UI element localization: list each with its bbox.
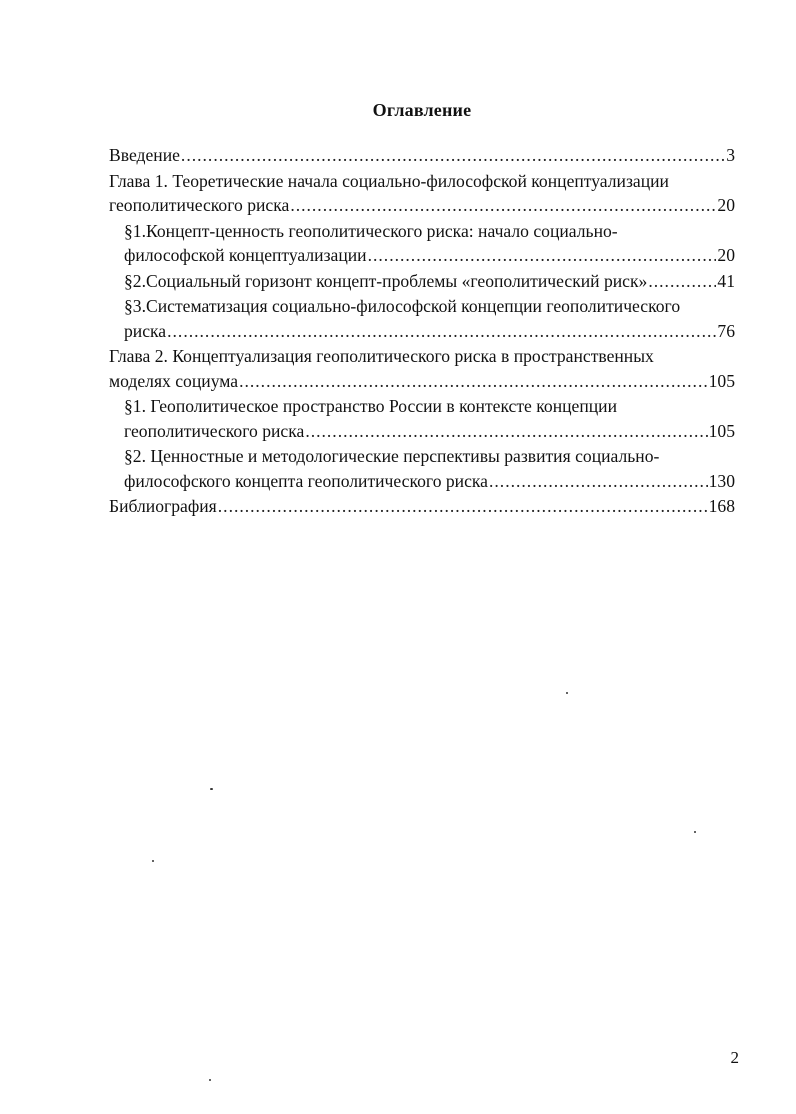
toc-entry-text: Введение (109, 145, 180, 165)
toc-entry-chapter-1[interactable] (109, 169, 735, 218)
toc-entry-line: §3.Систематизация социально-философской концепции геополитического (124, 296, 681, 316)
toc-entry-text: риска (124, 320, 167, 341)
toc-page-number: 168 (708, 496, 735, 516)
dot-leader (368, 243, 717, 268)
dot-leader (181, 143, 725, 168)
toc-entry-text: философской концептуализации (124, 245, 367, 265)
scan-speck (566, 692, 568, 694)
dot-leader (305, 419, 707, 444)
scan-speck (210, 788, 213, 790)
scan-speck (209, 1079, 211, 1081)
dot-leader (290, 193, 716, 218)
scan-speck (694, 831, 696, 833)
toc-page-number: 20 (717, 195, 735, 215)
toc-page-number: 105 (708, 420, 735, 441)
toc-page-number: 76 (717, 320, 735, 341)
toc-page-number: 3 (726, 145, 735, 165)
toc-entry-introduction[interactable] (109, 143, 735, 168)
dot-leader (489, 469, 708, 494)
toc-entry-line: §1.Концепт-ценность геополитического риска: начало социально- (124, 220, 618, 241)
table-of-contents (109, 143, 735, 520)
toc-entry-text: §2.Социальный горизонт концепт-проблемы «геополитический риск» (124, 270, 648, 291)
dot-leader (239, 369, 708, 394)
scan-speck (152, 860, 154, 862)
toc-page-number: 130 (708, 470, 735, 491)
toc-entry-text: Библиография (109, 496, 217, 516)
toc-entry-bibliography[interactable] (109, 494, 735, 519)
toc-entry-chapter-1-section-1[interactable] (109, 219, 735, 268)
page-title: Оглавление (372, 100, 472, 120)
toc-entry-text: геополитического риска (109, 195, 290, 215)
toc-entry-chapter-1-section-2[interactable] (109, 269, 735, 294)
toc-entry-text: моделях социума (109, 370, 239, 391)
toc-page-number: 20 (717, 245, 735, 265)
toc-entry-chapter-1-section-3[interactable] (109, 294, 735, 343)
toc-entry-line: §2. Ценностные и методологические перспективы развития социально- (124, 446, 660, 466)
toc-entry-text: геополитического риска (124, 420, 305, 441)
toc-page-number: 41 (717, 270, 735, 291)
toc-entry-chapter-2[interactable] (109, 344, 735, 393)
toc-entry-chapter-2-section-1[interactable] (109, 394, 735, 443)
toc-entry-line: Глава 1. Теоретические начала социально-философской концептуализации (109, 170, 669, 191)
dot-leader (167, 319, 716, 344)
dot-leader (648, 269, 716, 294)
toc-entry-text: философского концепта геополитического риска (124, 470, 488, 491)
toc-entry-line: Глава 2. Концептуализация геополитического риска в пространственных (109, 346, 654, 366)
toc-entry-chapter-2-section-2[interactable] (109, 444, 735, 493)
dot-leader (218, 494, 708, 519)
toc-entry-line: §1. Геополитическое пространство России в контексте концепции (124, 396, 618, 416)
page-number: 2 (730, 1048, 739, 1067)
toc-page-number: 105 (708, 370, 735, 391)
